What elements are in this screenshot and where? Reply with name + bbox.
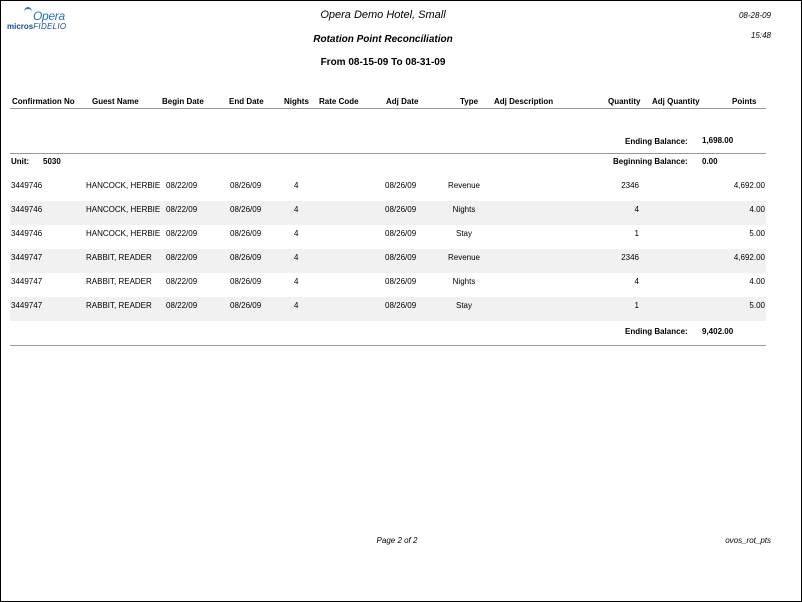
- row-begin: 08/22/09: [166, 253, 198, 262]
- row-adj-date: 08/26/09: [385, 229, 417, 238]
- col-type: Type: [460, 97, 479, 106]
- date-range: From 08-15-09 To 08-31-09: [320, 57, 446, 68]
- row-begin: 08/22/09: [166, 229, 198, 238]
- col-adj-quantity: Adj Quantity: [652, 97, 700, 106]
- beginning-balance-value: 0.00: [702, 157, 718, 166]
- row-adj-date: 08/26/09: [385, 277, 417, 286]
- row-nights: 4: [294, 181, 299, 190]
- ending-balance-label: Ending Balance:: [625, 327, 688, 336]
- row-adj-date: 08/26/09: [385, 205, 417, 214]
- row-guest: RABBIT, READER: [86, 253, 152, 262]
- col-confirmation: Confirmation No: [12, 97, 75, 106]
- row-adj-date: 08/26/09: [385, 301, 417, 310]
- col-guest-name: Guest Name: [92, 97, 139, 106]
- hotel-name: Opera Demo Hotel, Small: [320, 9, 446, 21]
- prev-ending-balance-value: 1,698.00: [702, 136, 734, 145]
- row-type: Nights: [452, 277, 476, 286]
- row-type: Stay: [455, 301, 472, 310]
- col-quantity: Quantity: [608, 97, 641, 106]
- row-begin: 08/22/09: [166, 205, 198, 214]
- row-end: 08/26/09: [230, 253, 262, 262]
- row-end: 08/26/09: [230, 229, 262, 238]
- row-confirmation: 3449747: [11, 253, 43, 262]
- unit-value: 5030: [43, 157, 61, 166]
- row-guest: HANCOCK, HERBIE: [86, 205, 161, 214]
- col-begin-date: Begin Date: [162, 97, 204, 106]
- row-nights: 4: [294, 277, 299, 286]
- row-end: 08/26/09: [230, 181, 262, 190]
- report-title: Rotation Point Reconciliation: [313, 34, 453, 45]
- col-end-date: End Date: [229, 97, 264, 106]
- section-divider: [10, 153, 766, 154]
- row-quantity: 2346: [621, 181, 639, 190]
- row-nights: 4: [294, 229, 299, 238]
- print-time: 15:48: [750, 31, 771, 40]
- prev-ending-balance-label: Ending Balance:: [625, 137, 688, 146]
- row-confirmation: 3449747: [11, 277, 43, 286]
- row-confirmation: 3449747: [11, 301, 43, 310]
- row-points: 4.00: [749, 277, 765, 286]
- opera-logo-text: Opera: [33, 9, 65, 23]
- row-points: 4.00: [749, 205, 765, 214]
- row-points: 4,692.00: [733, 181, 765, 190]
- row-quantity: 1: [634, 229, 639, 238]
- col-points: Points: [732, 97, 757, 106]
- row-confirmation: 3449746: [11, 229, 43, 238]
- row-type: Revenue: [447, 181, 481, 190]
- col-adj-date: Adj Date: [386, 97, 419, 106]
- row-end: 08/26/09: [230, 277, 262, 286]
- row-type: Stay: [455, 229, 472, 238]
- fidelio-logo-text: FIDELIO: [33, 22, 67, 31]
- bottom-divider: [10, 345, 766, 346]
- beginning-balance-label: Beginning Balance:: [613, 157, 688, 166]
- row-quantity: 2346: [621, 253, 639, 262]
- row-confirmation: 3449746: [11, 181, 43, 190]
- row-guest: HANCOCK, HERBIE: [86, 229, 161, 238]
- col-adj-description: Adj Description: [494, 97, 554, 106]
- header-divider: [10, 108, 766, 109]
- row-nights: 4: [294, 205, 299, 214]
- row-end: 08/26/09: [230, 301, 262, 310]
- row-points: 5.00: [749, 301, 765, 310]
- row-guest: RABBIT, READER: [86, 301, 152, 310]
- row-confirmation: 3449746: [11, 205, 43, 214]
- ending-balance-value: 9,402.00: [702, 327, 734, 336]
- row-adj-date: 08/26/09: [385, 181, 417, 190]
- row-points: 5.00: [749, 229, 765, 238]
- micros-logo-text: micros: [7, 22, 34, 31]
- unit-label: Unit:: [11, 157, 30, 166]
- row-points: 4,692.00: [733, 253, 765, 262]
- row-quantity: 4: [634, 277, 639, 286]
- report-code: ovos_rot_pts: [725, 536, 771, 545]
- row-type: Nights: [452, 205, 476, 214]
- row-adj-date: 08/26/09: [385, 253, 417, 262]
- row-nights: 4: [294, 301, 299, 310]
- col-nights: Nights: [284, 97, 309, 106]
- row-guest: HANCOCK, HERBIE: [86, 181, 161, 190]
- row-end: 08/26/09: [230, 205, 262, 214]
- row-type: Revenue: [447, 253, 481, 262]
- page-number: Page 2 of 2: [376, 536, 418, 545]
- row-quantity: 1: [634, 301, 639, 310]
- row-begin: 08/22/09: [166, 181, 198, 190]
- micros-fidelio-logo: [7, 22, 66, 31]
- row-begin: 08/22/09: [166, 301, 198, 310]
- col-rate-code: Rate Code: [319, 97, 359, 106]
- row-begin: 08/22/09: [166, 277, 198, 286]
- row-nights: 4: [294, 253, 299, 262]
- row-guest: RABBIT, READER: [86, 277, 152, 286]
- row-quantity: 4: [634, 205, 639, 214]
- print-date: 08-28-09: [738, 11, 771, 20]
